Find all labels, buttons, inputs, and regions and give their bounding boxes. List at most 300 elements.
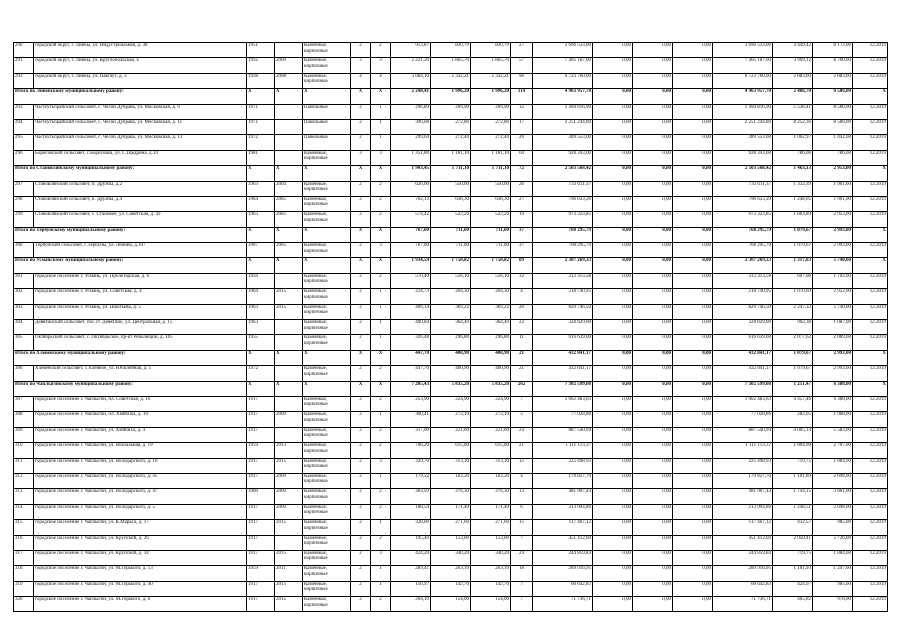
cell-a2: 171,40 [431,504,471,519]
cell-y1: 1967 [247,243,275,258]
cell-v2: 0,00 [593,273,633,288]
cell-mat: Каменные, кирпичные [303,489,351,504]
cell-v7: 2 698,00 [813,504,853,519]
cell-addr: Становлянский сельсовет, п. Дружба, д.4 [34,196,247,211]
cell-v5: 3 696 533,00 [713,43,773,58]
cell-v3: 0,00 [633,381,673,396]
cell-v3: 0,00 [633,366,673,381]
cell-v4: 0,00 [673,58,713,73]
cell-y1: 1963 [247,304,275,319]
cell-a2: 711,60 [431,243,471,258]
cell-v7: 1 087,00 [813,320,853,335]
cell-v3: 0,00 [633,135,673,150]
cell-n: Итого по Тербунскому муниципальному району: [14,227,247,242]
cell-addr: городское поселение г. Усмань, ул. Шкотьевь, д. 5 [34,304,247,319]
cell-fl: 2 [351,489,371,504]
cell-a3: 2 332,21 [471,73,511,88]
cell-v3: 0,00 [633,320,673,335]
cell-dt: 12.2019 [853,181,888,196]
cell-v3: 0,00 [633,489,673,504]
cell-mat: Панельные [303,104,351,119]
table-row [14,504,888,519]
cell-v5: 289 916,95 [713,566,773,581]
cell-y2: 2009 [275,473,303,488]
cell-v7: 5 740,00 [813,258,853,273]
cell-v7: 1 901,00 [813,181,853,196]
cell-v6: 1 463,13 [773,166,813,181]
cell-a1: 767,60 [391,243,431,258]
cell-a3: 273,10 [471,412,511,427]
cell-n: 293 [14,104,34,119]
cell-v7: 6 388,00 [813,381,853,396]
cell-y1: 1917 [247,520,275,535]
cell-v3: 0,00 [633,227,673,242]
cell-addr: городской округ, г. Ливны, ул. Пакгауз, д. 3 [34,73,247,88]
cell-n: 320 [14,597,34,612]
cell-addr: городское поселение г. Чаплыгин, ул. М.Горького, д. 6 [34,597,247,612]
cell-a1: 303,93 [391,489,431,504]
cell-v4: 0,00 [673,243,713,258]
cell-y2: 2015 [275,304,303,319]
cell-v3: 0,00 [633,104,673,119]
cell-n: 297 [14,181,34,196]
cell-y1: 1917 [247,597,275,612]
cell-v5: 616 639,00 [713,335,773,350]
cell-a1: 2 231,20 [391,58,431,73]
cell-mat: Каменные, кирпичные [303,566,351,581]
cell-a2: 204,30 [431,289,471,304]
cell-a1: 574,42 [391,212,431,227]
cell-fl: X [351,381,371,396]
cell-fl: 2 [351,366,371,381]
cell-v7: 1 702,00 [813,273,853,288]
cell-v6: 4 005,14 [773,427,813,442]
cell-v2: 0,00 [593,566,633,581]
cell-v6: 1 101,93 [773,566,813,581]
cell-en: 3 [371,458,391,473]
cell-a3: 516,10 [471,273,511,288]
cell-addr: городской округ, г. Ливны, ул. Индустриальная, д. 38 [34,43,247,58]
cell-n: 295 [14,135,34,150]
cell-a1: 296,89 [391,104,431,119]
cell-p: 20 [511,304,533,319]
cell-dt: 12.2019 [853,366,888,381]
cell-addr: Частоутьбрайский сельсовет, с. Чесон Дубрава, ул. Московская, д. 9 [34,104,247,119]
subtotal-row [14,258,888,273]
table-row [14,427,888,442]
cell-y2: 2009 [275,58,303,73]
cell-p: 7 [511,396,533,411]
table-row [14,304,888,319]
cell-y1: 1951 [247,43,275,58]
cell-v5: 733 611,37 [713,181,773,196]
cell-v7: 1 988,00 [813,412,853,427]
cell-addr: Борисовский сельсовет, с.Борисовка, ул. С.Щедрина, д.14 [34,150,247,165]
cell-dt: X [853,381,888,396]
cell-a1: 264,10 [391,597,431,612]
cell-v3: 0,00 [633,150,673,165]
cell-v4: 0,00 [673,412,713,427]
cell-v4: 0,00 [673,381,713,396]
cell-v3: 0,00 [633,335,673,350]
table-row [14,273,888,288]
cell-dt: 12.2019 [853,212,888,227]
cell-y2: 2011 [275,566,303,581]
cell-addr: Становлянский сельсовет, п. Дружба, д.2 [34,181,247,196]
cell-mat: Каменные, кирпичные [303,396,351,411]
cell-v3: 0,00 [633,58,673,73]
cell-y2 [275,43,303,58]
cell-addr: Тербунский сельсовет, с.Тербуны, ул. Ленина, д.107 [34,243,247,258]
cell-v4: 0,00 [673,566,713,581]
cell-v6: 1 248,05 [773,196,813,211]
cell-mat: Каменные, кирпичные [303,473,351,488]
cell-v1: 2 251 244,80 [533,119,593,134]
cell-y1: 1964 [247,289,275,304]
table-row [14,243,888,258]
cell-v1: 71 736,71 [533,597,593,612]
cell-v3: 0,00 [633,273,673,288]
cell-v4: 0,00 [673,273,713,288]
register-table [13,42,888,612]
cell-a1: 447,70 [391,350,431,365]
cell-en: 2 [371,181,391,196]
cell-v1: 432 841,17 [533,350,593,365]
cell-mat: X [303,381,351,396]
cell-mat: X [303,89,351,104]
cell-n: 292 [14,73,34,88]
cell-v4: 0,00 [673,320,713,335]
cell-y2: 2009 [275,412,303,427]
cell-v2: 0,00 [593,550,633,565]
cell-v1: 1 002 483,63 [533,396,593,411]
cell-v4: 0,00 [673,366,713,381]
cell-y2 [275,119,303,134]
cell-a1: 702,13 [391,196,431,211]
cell-en: 1 [371,412,391,427]
cell-mat: Каменные, кирпичные [303,58,351,73]
cell-v6: 2 950,41 [773,535,813,550]
cell-p: 27 [511,43,533,58]
cell-a2: 615,60 [431,443,471,458]
cell-en: 1 [371,320,391,335]
cell-v1: 328 829,00 [533,320,593,335]
cell-a3: 1 711,10 [471,166,511,181]
cell-v2: 0,00 [593,243,633,258]
cell-en: 1 [371,289,391,304]
cell-p: 64 [511,150,533,165]
cell-dt: 12.2019 [853,550,888,565]
cell-v7: 2 707,00 [813,443,853,458]
cell-addr: Становлянский сельсовет, с. Становое, ул. Советская, д. 43 [34,212,247,227]
cell-en: 1 [371,581,391,596]
cell-n: 298 [14,196,34,211]
cell-v1: 179 827,70 [533,473,593,488]
cell-v5: 2 251 244,80 [713,119,773,134]
cell-addr: городское поселение г. Чаплыгин, ул. М.Горького, д. 40 [34,581,247,596]
cell-n: 291 [14,58,34,73]
cell-dt: X [853,166,888,181]
cell-a3: 340,20 [471,550,511,565]
subtotal-row [14,350,888,365]
cell-dt: 12.2019 [853,320,888,335]
cell-a2: 400,90 [431,350,471,365]
cell-fl: 2 [351,520,371,535]
cell-y2: 2015 [275,289,303,304]
cell-a3: 1 181,10 [471,150,511,165]
cell-v6: 1 251,47 [773,381,813,396]
cell-v1: 7 405 187,00 [533,58,593,73]
cell-v2: 0,00 [593,227,633,242]
cell-mat: Каменные, кирпичные [303,73,351,88]
cell-v5: 313 313,58 [713,273,773,288]
cell-v7: 978,00 [813,597,853,612]
cell-v6: 3 969,12 [773,58,813,73]
cell-v5: 225 498,93 [713,458,773,473]
cell-y2: 2015 [275,550,303,565]
cell-n: 314 [14,504,34,519]
table-row [14,458,888,473]
cell-en: 2 [371,196,391,211]
cell-v3: 0,00 [633,196,673,211]
cell-v6: 8 252,36 [773,119,813,134]
cell-p: 17 [511,119,533,134]
cell-n: 310 [14,443,34,458]
cell-v6: 1 101,89 [773,473,813,488]
cell-a2: 1 711,10 [431,166,471,181]
cell-v6: 1 804,99 [773,443,813,458]
cell-v1: 887 540,94 [533,427,593,442]
cell-v2: 0,00 [593,366,633,381]
cell-y1: 1963 [247,212,275,227]
cell-a1: 224,73 [391,289,431,304]
cell-n: 296 [14,150,34,165]
cell-p: 19 [511,212,533,227]
cell-y1: 1972 [247,135,275,150]
cell-y2: 2004 [275,181,303,196]
cell-y1: 1971 [247,119,275,134]
cell-y1: 1964 [247,196,275,211]
cell-y2 [275,320,303,335]
cell-a1: 424,20 [391,550,431,565]
cell-a3: 313,30 [471,458,511,473]
cell-a3: 400,90 [471,350,511,365]
cell-v2: 0,00 [593,335,633,350]
cell-addr: городское поселение г. Чаплыгин, ул. Крупской, д. 34 [34,550,247,565]
cell-n: 302 [14,289,34,304]
cell-addr: городской округ, г. Ливны, ул. Круглопольская, 4 [34,58,247,73]
cell-dt: 12.2019 [853,119,888,134]
cell-y1: 1917 [247,412,275,427]
cell-v4: 0,00 [673,135,713,150]
cell-v2: 0,00 [593,581,633,596]
cell-v6: 1 079,67 [773,366,813,381]
cell-en: X [371,258,391,273]
cell-v4: 0,00 [673,396,713,411]
cell-n: 311 [14,458,34,473]
cell-dt: 12.2019 [853,597,888,612]
cell-v6: 786,06 [773,150,813,165]
cell-a2: 153,00 [431,535,471,550]
cell-a2: 271,60 [431,520,471,535]
cell-mat: Панельные [303,135,351,150]
cell-a2: 516,10 [431,273,471,288]
cell-y2: X [275,350,303,365]
cell-fl: X [351,350,371,365]
cell-a2: 296,80 [431,335,471,350]
cell-v5: 973 323,85 [713,212,773,227]
cell-v6: 2 883,00 [773,73,813,88]
cell-v7: 2 698,00 [813,473,853,488]
cell-mat: Каменные, кирпичные [303,597,351,612]
cell-v4: 0,00 [673,43,713,58]
cell-a2: 313,30 [431,458,471,473]
cell-p: 7 [511,597,533,612]
cell-v1: 6 723 760,00 [533,73,593,88]
cell-v6: 5 538,41 [773,104,813,119]
cell-v1: 481 907,44 [533,489,593,504]
cell-v1: 4 963 957,70 [533,89,593,104]
cell-mat: Каменные, кирпичные [303,581,351,596]
cell-addr: Частоутьбрайский сельсовет, с. Чесон Дубрава, ул. Московская, д. 11 [34,119,247,134]
cell-fl: 4 [351,73,371,88]
cell-v4: 0,00 [673,350,713,365]
cell-v6: 1 079,67 [773,350,813,365]
cell-fl: 2 [351,212,371,227]
cell-fl: 2 [351,181,371,196]
cell-dt: 12.2019 [853,150,888,165]
cell-a2: 154,00 [431,597,471,612]
cell-v6: 1 062,97 [773,135,813,150]
cell-a1: 195,40 [391,535,431,550]
cell-y2: X [275,227,303,242]
cell-v1: 768 295,79 [533,227,593,242]
cell-addr: городское поселение г. Чаплыгин, ул. К.Маркса, д. 17 [34,520,247,535]
cell-v5: 829 746,50 [713,304,773,319]
cell-a3: 272,80 [471,119,511,134]
cell-y1: 1917 [247,458,275,473]
cell-v6: 1 248,51 [773,504,813,519]
cell-a1: 570,40 [391,273,431,288]
cell-v7: 5 583,00 [813,427,853,442]
cell-v4: 0,00 [673,504,713,519]
table-row [14,550,888,565]
cell-v2: 0,00 [593,520,633,535]
cell-y1: X [247,381,275,396]
cell-n: 312 [14,473,34,488]
cell-en: X [371,381,391,396]
table-row [14,181,888,196]
cell-v1: 1 494 816,90 [533,104,593,119]
cell-dt: 12.2019 [853,243,888,258]
cell-dt: X [853,89,888,104]
cell-v3: 0,00 [633,520,673,535]
cell-p: 11 [511,335,533,350]
cell-en: 4 [371,73,391,88]
cell-n: 316 [14,535,34,550]
cell-y2: X [275,89,303,104]
cell-a2: 224,90 [431,396,471,411]
register-table-body [14,43,888,612]
table-row [14,150,888,165]
cell-en: 2 [371,273,391,288]
cell-v5: 328 829,00 [713,320,773,335]
cell-n: 319 [14,581,34,596]
cell-y1: 1917 [247,581,275,596]
cell-v1: 2 307 269,33 [533,258,593,273]
cell-dt: 12.2019 [853,427,888,442]
cell-fl: 2 [351,535,371,550]
cell-addr: Девятинский сельсовет, пос.ст. Девятино, ул. Центральная, д. 15 [34,320,247,335]
cell-n: 300 [14,243,34,258]
cell-v2: 0,00 [593,412,633,427]
cell-v2: 0,00 [593,212,633,227]
cell-v1: 7 302 599,08 [533,381,593,396]
cell-fl: 2 [351,43,371,58]
cell-a2: 1 996,20 [431,89,471,104]
cell-dt: 12.2019 [853,73,888,88]
cell-v7: 2 993,00 [813,366,853,381]
cell-v4: 0,00 [673,166,713,181]
cell-en: 1 [371,566,391,581]
cell-dt: 12.2019 [853,104,888,119]
cell-p: 27 [511,196,533,211]
cell-v7: 985,00 [813,520,853,535]
cell-fl: 2 [351,104,371,119]
subtotal-row [14,166,888,181]
cell-v1: 225 498,93 [533,458,593,473]
table-row [14,320,888,335]
cell-v2: 0,00 [593,104,633,119]
cell-v4: 0,00 [673,196,713,211]
cell-v3: 0,00 [633,89,673,104]
cell-a3: 272,40 [471,135,511,150]
cell-a2: 221,60 [431,427,471,442]
cell-a3: 269,90 [471,104,511,119]
cell-v3: 0,00 [633,304,673,319]
cell-v3: 0,00 [633,535,673,550]
table-row [14,289,888,304]
cell-v6: 1 079,67 [773,243,813,258]
cell-a3: 296,80 [471,335,511,350]
cell-v7: 8 586,00 [813,119,853,134]
cell-a3: 615,60 [471,443,511,458]
cell-a3: 5 835,20 [471,381,511,396]
cell-addr: Хлевенский сельсовет, с.Хлевное, ул. Юбилейная, д. 5 [34,366,247,381]
cell-y2: 2015 [275,581,303,596]
cell-y2: 2013 [275,443,303,458]
cell-fl: 2 [351,320,371,335]
cell-v3: 0,00 [633,566,673,581]
cell-fl: 2 [351,473,371,488]
cell-v3: 0,00 [633,289,673,304]
table-row [14,135,888,150]
cell-a3: 830,79 [471,43,511,58]
cell-en: 2 [371,443,391,458]
cell-n: Итого по Ливенскому муниципальному району: [14,89,247,104]
cell-fl: 2 [351,396,371,411]
cell-v5: 768 295,79 [713,227,773,242]
cell-v2: 0,00 [593,135,633,150]
cell-y1: 1963 [247,320,275,335]
cell-n: 308 [14,412,34,427]
cell-n: 317 [14,550,34,565]
cell-mat: Панельные [303,119,351,134]
cell-en: X [371,89,391,104]
cell-y2 [275,104,303,119]
cell-en: 2 [371,597,391,612]
cell-v2: 0,00 [593,381,633,396]
